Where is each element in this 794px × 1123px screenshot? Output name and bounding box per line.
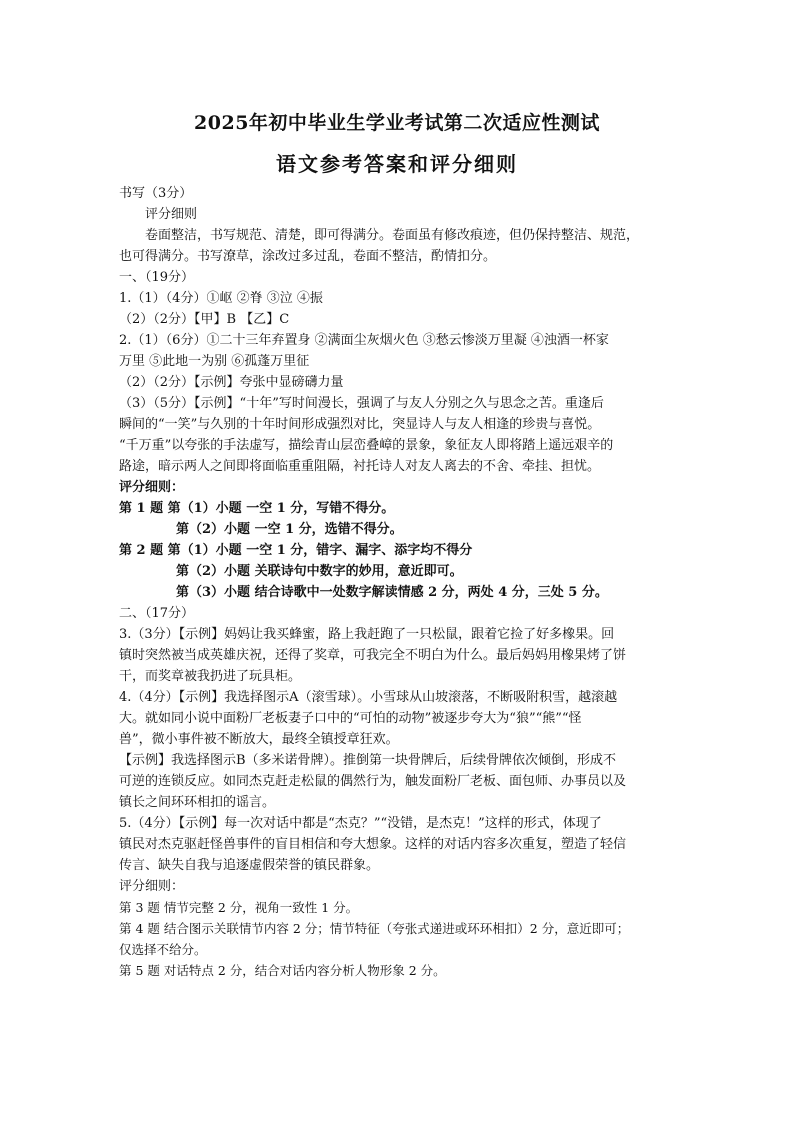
- answer-line: 兽”，微小事件被不断放大，最终全镇授章狂欢。: [119, 732, 399, 747]
- answer-line: 万里 ⑤此地一为别 ⑥孤蓬万里征: [119, 354, 310, 369]
- answer-line: 大。就如同小说中面粉厂老板妻子口中的“可怕的动物”被逐步夸大为“狼”“熊”“怪: [119, 711, 582, 726]
- answer-line: 【示例】我选择图示B（多米诺骨牌）。推倒第一块骨牌后，后续骨牌依次倾倒，形成不: [119, 753, 617, 768]
- answer-line: 镇长之间环环相扣的谣言。: [119, 795, 276, 810]
- answer-line: 镇民对杰克驱赶怪兽事件的盲目相信和夸大想象。这样的对话内容多次重复，塑造了轻信: [119, 837, 627, 852]
- answer-line: 2.（1）（6分）①二十三年弃置身 ②满面尘灰烟火色 ③愁云惨淡万里凝 ④浊酒一杯家: [119, 333, 609, 348]
- grading-rule-line: 第 4 题 结合图示关联情节内容 2 分；情节特征（夸张式递进或环环相扣）2 分，意近即可；: [119, 921, 630, 936]
- answer-line: 干，而奖章被我扔进了玩具柜。: [119, 669, 302, 684]
- answer-line: 瞬间的“一笑”与久别的十年时间形成强烈对比，突显诗人与友人相逢的珍贵与喜悦。: [119, 417, 601, 432]
- paragraph-line: 卷面整洁，书写规范、清楚，即可得满分。卷面虽有修改痕迹，但仍保持整洁、规范，: [145, 228, 640, 243]
- section-heading-writing: 书写（3分）: [119, 186, 193, 201]
- grading-rule-line: 第（2）小题 一空 1 分，选错不得分。: [176, 522, 403, 537]
- answer-line: 镇时突然被当成英雄庆祝，还得了奖章，可我完全不明白为什么。最后妈妈用橡果烤了饼: [119, 648, 627, 663]
- section-heading-part2: 二、（17分）: [119, 606, 195, 621]
- answer-line: 3.（3分）【示例】妈妈让我买蜂蜜，路上我赶跑了一只松鼠，跟着它捡了好多橡果。回: [119, 627, 615, 642]
- answer-line: 1.（1）（4分）①岖 ②脊 ③泣 ④振: [119, 291, 323, 306]
- grading-rule-line: 第（3）小题 结合诗歌中一处数字解读情感 2 分，两处 4 分，三处 5 分。: [176, 585, 608, 600]
- answer-line: 传言、缺失自我与追逐虚假荣誉的镇民群象。: [119, 858, 380, 873]
- answer-line: 5.（4分）【示例】每一次对话中都是“杰克？”“没错，是杰克！”这样的形式，体现了: [119, 816, 602, 831]
- answer-line: （2）（2分）【示例】夸张中显磅礴力量: [119, 375, 344, 390]
- answer-line: （2）（2分）【甲】B 【乙】C: [119, 312, 290, 327]
- answer-line: 可逆的连锁反应。如同杰克赶走松鼠的偶然行为，触发面粉厂老板、面包师、办事员以及: [119, 774, 627, 789]
- section-heading-part1: 一、（19分）: [119, 270, 195, 285]
- document-subtitle: 语文参考答案和评分细则: [276, 152, 518, 176]
- answer-line: 路途，暗示两人之间即将面临重重阻隔，衬托诗人对友人离去的不舍、牵挂、担忧。: [119, 459, 601, 474]
- grading-rule-line: 仅选择不给分。: [119, 942, 207, 957]
- grading-rules-heading: 评分细则：: [119, 480, 185, 495]
- answer-line: （3）（5分）【示例】“十年”写时间漫长，强调了与友人分别之久与思念之苦。重逢后: [119, 396, 604, 411]
- answer-line: “千万重”以夸张的手法虚写，描绘青山层峦叠嶂的景象，象征友人即将踏上遥远艰辛的: [119, 438, 614, 453]
- grading-rules-label: 评分细则: [145, 207, 198, 222]
- grading-rule-line: 第 1 题 第（1）小题 一空 1 分，写错不得分。: [119, 501, 395, 516]
- document-title: 2025年初中毕业生学业考试第二次适应性测试: [194, 112, 600, 134]
- answer-body: [119, 183, 679, 981]
- grading-rule-line: 第 3 题 情节完整 2 分，视角一致性 1 分。: [119, 900, 359, 915]
- paragraph-line: 也可得满分。书写潦草，涂改过多过乱，卷面不整洁，酌情扣分。: [119, 249, 497, 264]
- answer-line: 4.（4分）【示例】我选择图示A（滚雪球）。小雪球从山坡滚落，不断吸附积雪，越滚越: [119, 690, 618, 705]
- grading-rule-line: 第 5 题 对话特点 2 分，结合对话内容分析人物形象 2 分。: [119, 963, 446, 978]
- grading-rule-line: 第（2）小题 关联诗句中数字的妙用，意近即可。: [176, 564, 463, 579]
- grading-rule-line: 第 2 题 第（1）小题 一空 1 分，错字、漏字、添字均不得分: [119, 543, 473, 558]
- grading-rules-heading: 评分细则：: [119, 879, 185, 894]
